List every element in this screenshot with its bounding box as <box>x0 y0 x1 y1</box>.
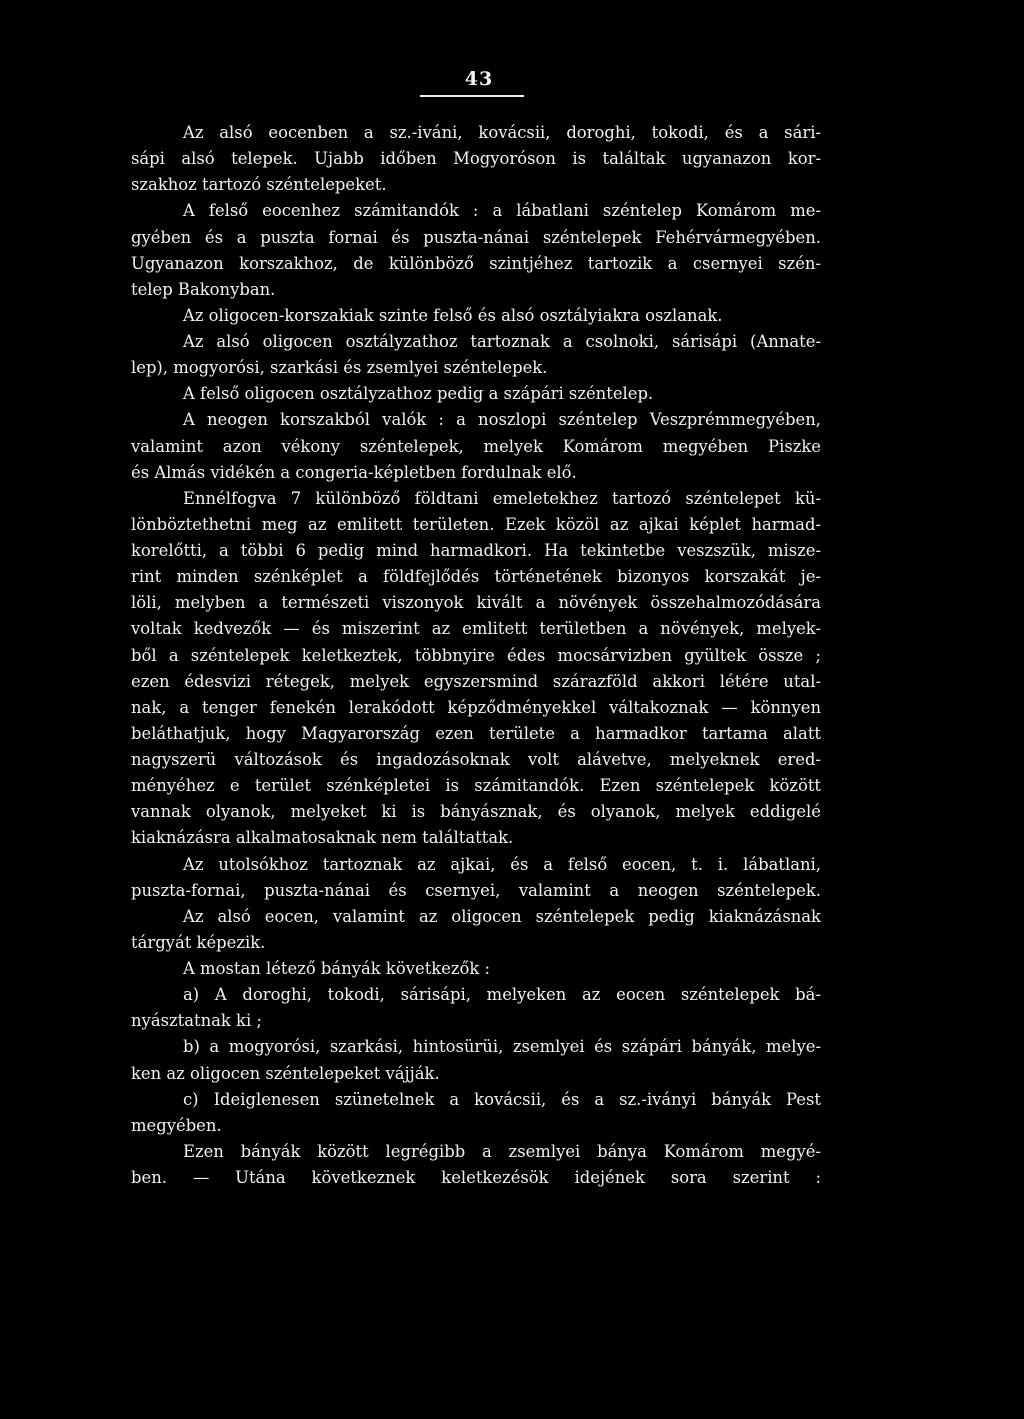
text-line: szakhoz tartozó széntelepeket. <box>131 175 387 195</box>
text-line: és Almás vidékén a congeria-képletben fordulnak elő. <box>131 462 577 482</box>
text-line: Ennélfogva 7 különböző földtani emeletekhez tartozó széntelepet kü- <box>183 488 821 508</box>
text-line: ményéhez e terület szénképletei is számitandók. Ezen széntelepek között <box>131 776 821 796</box>
text-line: a) A doroghi, tokodi, sárisápi, melyeken az eocen széntelepek bá- <box>183 985 821 1005</box>
text-line: vannak olyanok, melyeket ki is bányásznak, és olyanok, melyek eddigelé <box>131 802 821 822</box>
text-line: kiaknázásra alkalmatosaknak nem találtattak. <box>131 828 514 848</box>
text-line: lep), mogyorósi, szarkási és zsemlyei széntelepek. <box>131 358 548 378</box>
text-line: Ezen bányák között legrégibb a zsemlyei bánya Komárom megyé- <box>183 1141 821 1161</box>
text-line: c) Ideiglenesen szünetelnek a kovácsii, és a sz.-iványi bányák Pest <box>183 1089 821 1109</box>
text-line: Az utolsókhoz tartoznak az ajkai, és a felső eocen, t. i. lábatlani, <box>183 854 821 874</box>
text-line: A felső eocenhez számitandók : a lábatlani széntelep Komárom me- <box>183 201 821 221</box>
text-line: ben. — Utána következnek keletkezésök idejének sora szerint : <box>131 1168 821 1187</box>
page-number-rule <box>420 95 524 97</box>
body-text <box>131 120 821 1191</box>
text-line: lönböztethetni meg az emlitett területen. Ezek közöl az ajkai képlet harmad- <box>131 514 821 534</box>
text-line: telep Bakonyban. <box>131 279 276 299</box>
text-line: nak, a tenger fenekén lerakódott képződményekkel váltakoznak — könnyen <box>131 697 821 717</box>
text-line: tárgyát képezik. <box>131 932 266 952</box>
text-line: ken az oligocen széntelepeket vájják. <box>131 1063 440 1083</box>
text-line: löli, melyben a természeti viszonyok kivált a növények összehalmozódására <box>131 593 821 613</box>
text-line: ezen édesvizi rétegek, melyek egyszersmind szárazföld akkori létére utal- <box>131 671 821 691</box>
text-line: ből a széntelepek keletkeztek, többnyire édes mocsárvizben gyültek össze ; <box>131 645 821 665</box>
text-line: Ugyanazon korszakhoz, de különböző szintjéhez tartozik a csernyei szén- <box>131 253 821 273</box>
text-line: A neogen korszakból valók : a noszlopi széntelep Veszprémmegyében, <box>183 410 821 430</box>
text-line: gyében és a puszta fornai és puszta-nánai széntelepek Fehérvármegyében. <box>131 227 821 247</box>
text-line: Az alsó eocen, valamint az oligocen széntelepek pedig kiaknázásnak <box>183 906 821 926</box>
text-line: nyásztatnak ki ; <box>131 1011 262 1031</box>
text-line: voltak kedvezők — és miszerint az emlitett területben a növények, melyek- <box>131 619 821 639</box>
text-line: korelőtti, a többi 6 pedig mind harmadkori. Ha tekintetbe veszszük, misze- <box>131 541 821 560</box>
text-line: A felső oligocen osztályzathoz pedig a szápári széntelep. <box>183 384 654 404</box>
text-line: valamint azon vékony széntelepek, melyek Komárom megyében Piszke <box>131 436 821 456</box>
text-line: b) a mogyorósi, szarkási, hintosürüi, zsemlyei és szápári bányák, melye- <box>183 1037 821 1057</box>
text-line: nagyszerü változások és ingadozásoknak volt alávetve, melyeknek ered- <box>131 750 821 769</box>
text-line: megyében. <box>131 1115 222 1135</box>
text-line: Az alsó oligocen osztályzathoz tartoznak a csolnoki, sárisápi (Annate- <box>183 332 821 351</box>
text-line: rint minden szénképlet a földfejlődés történetének bizonyos korszakát je- <box>131 567 821 587</box>
text-line: sápi alsó telepek. Ujabb időben Mogyoróson is találtak ugyanazon kor- <box>131 149 821 169</box>
text-line: A mostan létező bányák következők : <box>183 959 491 978</box>
text-line: beláthatjuk, hogy Magyarország ezen területe a harmadkor tartama alatt <box>131 723 821 743</box>
text-line: Az oligocen-korszakiak szinte felső és alsó osztályiakra oszlanak. <box>183 305 723 325</box>
text-line: puszta-fornai, puszta-nánai és csernyei, valamint a neogen széntelepek. <box>131 880 821 900</box>
page-number: 43 <box>464 68 494 90</box>
text-line: Az alsó eocenben a sz.-iváni, kovácsii, doroghi, tokodi, és a sári- <box>183 123 821 142</box>
